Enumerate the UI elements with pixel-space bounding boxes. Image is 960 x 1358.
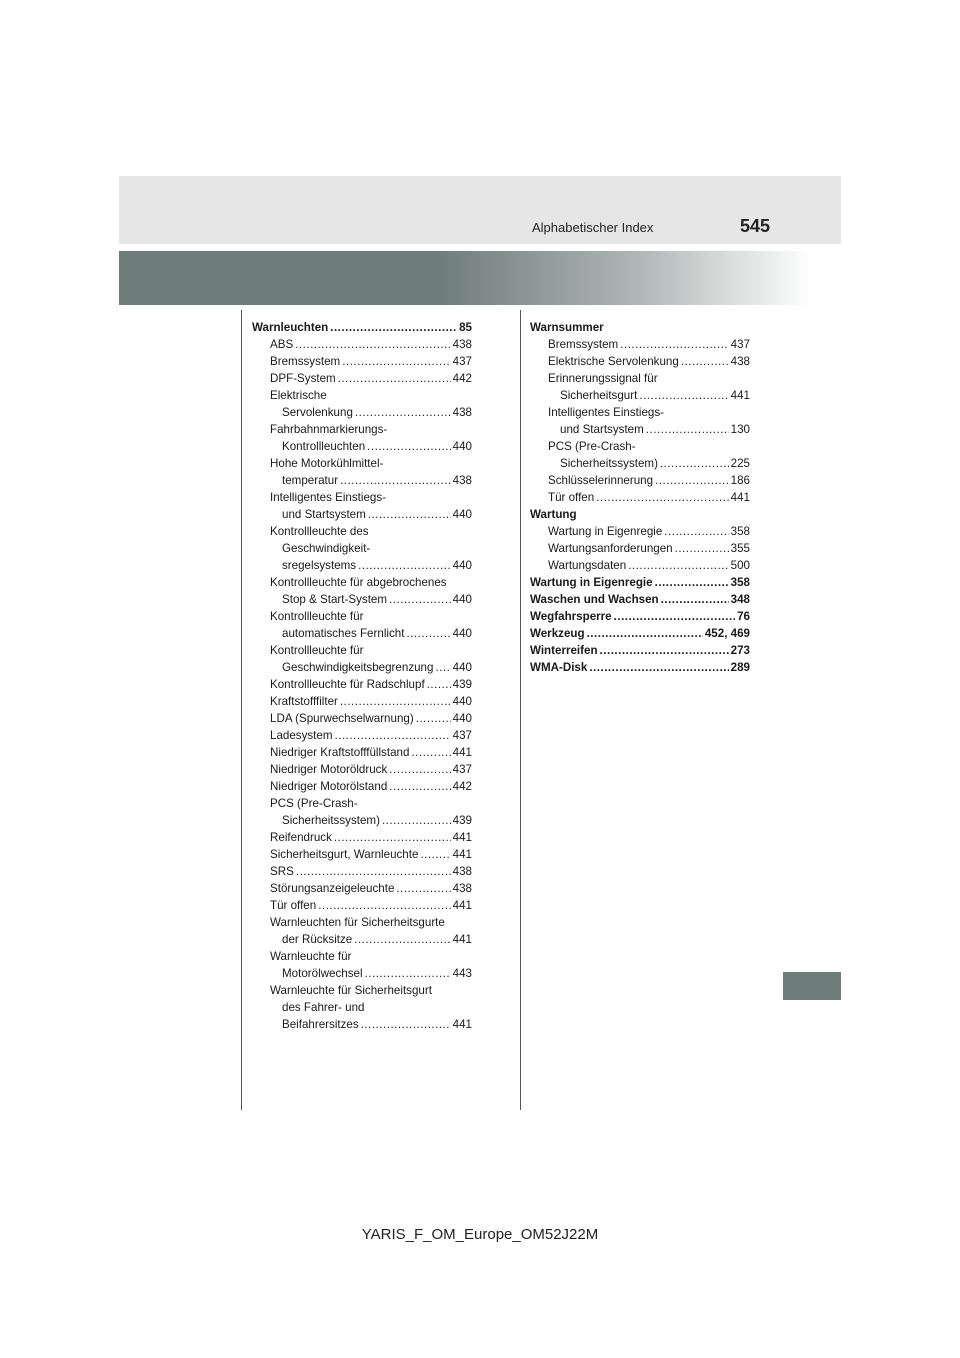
index-entry-leader (389, 761, 450, 778)
index-entry-leader (646, 421, 729, 438)
index-entry-leader (335, 727, 451, 744)
index-entry-page: 438 (452, 338, 472, 351)
index-entry (252, 744, 472, 761)
index-entry-page: 452, 469 (704, 627, 750, 640)
index-entry-term: automatisches Fernlicht (282, 627, 405, 640)
index-entry-term: PCS (Pre-Crash- (548, 440, 636, 453)
index-entry-page: 437 (452, 729, 472, 742)
index-entry-term: SRS (270, 865, 294, 878)
index-entry-leader (365, 965, 451, 982)
index-entry-leader (420, 846, 450, 863)
index-entry-term: Elektrische (270, 389, 327, 402)
index-entry-page: 348 (730, 593, 750, 606)
index-entry (252, 863, 472, 880)
index-entry-term: Sicherheitssystem) (282, 814, 380, 827)
index-entry (252, 676, 472, 693)
index-entry-page: 440 (452, 712, 472, 725)
index-entry-term: Warnsummer (530, 321, 604, 334)
index-entry-page: 273 (730, 644, 750, 657)
index-entry (252, 421, 472, 438)
index-entry-page: 500 (730, 559, 750, 572)
index-entry-term: Bremssystem (548, 338, 619, 351)
index-entry-leader (334, 829, 451, 846)
index-entry (252, 999, 472, 1016)
index-entry (530, 455, 750, 472)
index-entry-term: Geschwindigkeitsbegrenzung (282, 661, 434, 674)
index-entry-leader (435, 659, 450, 676)
index-entry (530, 608, 750, 625)
index-entry (252, 761, 472, 778)
header-gradient-bar (119, 251, 841, 305)
index-entry-page: 438 (452, 865, 472, 878)
column-divider-right (520, 310, 521, 1110)
index-entry-page: 441 (730, 491, 750, 504)
index-entry-term: Erinnerungssignal für (548, 372, 658, 385)
index-column-left (252, 319, 472, 1033)
index-entry-term: Kontrollleuchte für (270, 644, 364, 657)
index-entry-term: Wegfahrsperre (530, 610, 612, 623)
index-entry-page: 437 (452, 355, 472, 368)
index-entry-page: 441 (452, 899, 472, 912)
index-entry (252, 982, 472, 999)
index-entry (252, 336, 472, 353)
index-entry-page: 440 (452, 695, 472, 708)
index-entry (252, 642, 472, 659)
index-entry-leader (614, 608, 735, 625)
index-entry (252, 387, 472, 404)
index-entry-leader (664, 523, 728, 540)
index-entry-page: 441 (452, 831, 472, 844)
index-entry (252, 846, 472, 863)
header-band (119, 176, 841, 244)
index-entry-term: Wartung in Eigenregie (530, 576, 653, 589)
index-entry (530, 353, 750, 370)
index-entry (252, 914, 472, 931)
index-entry (530, 642, 750, 659)
index-entry-term: WMA-Disk (530, 661, 588, 674)
index-entry-page: 441 (730, 389, 750, 402)
index-entry-term: PCS (Pre-Crash- (270, 797, 358, 810)
index-entry (252, 710, 472, 727)
index-entry-leader (427, 676, 451, 693)
index-entry-term: Kontrollleuchte für Radschlupf (270, 678, 425, 691)
index-entry-term: Warnleuchten für Sicherheitsgurte (270, 916, 445, 929)
index-entry-leader (655, 574, 729, 591)
index-entry (530, 387, 750, 404)
index-entry-page: 440 (452, 661, 472, 674)
index-entry-leader (406, 625, 450, 642)
index-entry (252, 472, 472, 489)
index-entry-page: 442 (452, 780, 472, 793)
index-entry-term: DPF-System (270, 372, 336, 385)
column-divider-left (241, 310, 242, 1110)
index-entry-page: 225 (730, 457, 750, 470)
index-entry-leader (620, 336, 728, 353)
index-entry-page: 358 (730, 576, 750, 589)
index-entry-page: 438 (452, 882, 472, 895)
index-entry-leader (358, 557, 451, 574)
index-entry (530, 319, 750, 336)
index-entry (252, 319, 472, 336)
index-entry (530, 506, 750, 523)
index-entry (252, 557, 472, 574)
index-entry-term: Sicherheitsgurt, Warnleuchte (270, 848, 419, 861)
index-entry-term: Sicherheitsgurt (560, 389, 638, 402)
index-entry-page: 358 (730, 525, 750, 538)
section-title: Alphabetischer Index (532, 220, 654, 235)
index-entry-page: 289 (730, 661, 750, 674)
index-entry-leader (661, 591, 729, 608)
index-entry-term: Wartungsanforderungen (548, 542, 673, 555)
index-entry-term: Intelligentes Einstiegs- (270, 491, 386, 504)
index-entry-leader (354, 931, 450, 948)
document-footer: YARIS_F_OM_Europe_OM52J22M (361, 1226, 599, 1243)
index-entry-term: Störungsanzeigeleuchte (270, 882, 395, 895)
index-entry-term: Motorölwechsel (282, 967, 363, 980)
index-entry-page: 438 (452, 474, 472, 487)
index-entry-term: Tür offen (270, 899, 317, 912)
index-entry-term: sregelsystems (282, 559, 357, 572)
index-entry-page: 441 (452, 848, 472, 861)
index-entry (530, 421, 750, 438)
index-entry (252, 506, 472, 523)
index-entry-page: 186 (730, 474, 750, 487)
index-entry-term: des Fahrer- und (282, 1001, 365, 1014)
index-entry-leader (355, 404, 451, 421)
index-entry-term: Schlüsselerinnerung (548, 474, 654, 487)
index-entry (252, 523, 472, 540)
index-entry-term: Wartungsdaten (548, 559, 627, 572)
index-entry (252, 659, 472, 676)
index-entry (530, 557, 750, 574)
index-entry-term: Ladesystem (270, 729, 333, 742)
index-entry-page: 440 (452, 440, 472, 453)
index-entry (252, 574, 472, 591)
index-entry-term: Elektrische Servolenkung (548, 355, 679, 368)
page-number: 545 (740, 216, 771, 236)
index-entry-leader (411, 744, 450, 761)
index-entry-term: Fahrbahnmarkierungs- (270, 423, 388, 436)
index-entry-page: 438 (452, 406, 472, 419)
index-entry-term: ABS (270, 338, 294, 351)
index-entry-leader (295, 336, 450, 353)
index-entry-term: Tür offen (548, 491, 595, 504)
index-entry-leader (675, 540, 729, 557)
index-entry-term: Kontrollleuchten (282, 440, 366, 453)
index-entry-leader (389, 778, 450, 795)
index-entry (252, 404, 472, 421)
index-entry-leader (338, 370, 451, 387)
index-entry-leader (389, 591, 451, 608)
index-entry (530, 625, 750, 642)
index-entry (252, 438, 472, 455)
index-entry-leader (296, 863, 451, 880)
index-entry-leader (596, 489, 728, 506)
index-entry (252, 778, 472, 795)
index-entry (252, 727, 472, 744)
index-entry-page: 438 (730, 355, 750, 368)
index-entry (530, 574, 750, 591)
index-entry-leader (655, 472, 729, 489)
index-entry-term: Wartung in Eigenregie (548, 525, 663, 538)
index-entry-leader (318, 897, 450, 914)
index-entry-term: Stop & Start-System (282, 593, 388, 606)
index-entry (252, 489, 472, 506)
index-entry-page: 85 (459, 321, 472, 334)
index-entry-page: 355 (730, 542, 750, 555)
index-entry-term: Warnleuchte für Sicherheitsgurt (270, 984, 432, 997)
index-entry (252, 608, 472, 625)
index-entry-term: Geschwindigkeit- (282, 542, 371, 555)
index-entry-term: LDA (Spurwechselwarnung) (270, 712, 414, 725)
index-entry-leader (330, 319, 457, 336)
index-entry (252, 829, 472, 846)
index-entry-term: Waschen und Wachsen (530, 593, 659, 606)
index-entry (252, 1016, 472, 1033)
index-entry-leader (416, 710, 451, 727)
index-entry (252, 948, 472, 965)
index-entry-page: 441 (452, 746, 472, 759)
index-entry-leader (681, 353, 729, 370)
index-entry-leader (396, 880, 450, 897)
index-entry (530, 659, 750, 676)
index-entry-page: 441 (452, 933, 472, 946)
index-entry-term: und Startsystem (282, 508, 366, 521)
index-entry-leader (367, 438, 451, 455)
index-entry (252, 455, 472, 472)
index-entry (252, 880, 472, 897)
index-entry-term: Hohe Motorkühlmittel- (270, 457, 384, 470)
index-entry-page: 130 (730, 423, 750, 436)
index-entry (252, 965, 472, 982)
index-entry-leader (340, 472, 451, 489)
index-entry (530, 523, 750, 540)
index-entry-leader (342, 353, 450, 370)
index-entry (252, 812, 472, 829)
index-entry (530, 438, 750, 455)
index-entry-term: Warnleuchten (252, 321, 329, 334)
index-entry-leader (368, 506, 451, 523)
index-entry-page: 440 (452, 559, 472, 572)
index-entry-page: 439 (452, 814, 472, 827)
index-entry-term: temperatur (282, 474, 339, 487)
index-entry-leader (587, 625, 703, 642)
index-entry-term: Reifendruck (270, 831, 332, 844)
index-entry-page: 440 (452, 508, 472, 521)
index-entry (530, 591, 750, 608)
index-entry-page: 439 (452, 678, 472, 691)
index-entry-term: Werkzeug (530, 627, 585, 640)
index-entry (252, 370, 472, 387)
index-entry (530, 336, 750, 353)
index-entry-page: 441 (452, 1018, 472, 1031)
index-entry (530, 472, 750, 489)
index-entry (530, 489, 750, 506)
index-entry-leader (340, 693, 451, 710)
index-entry-term: Warnleuchte für (270, 950, 352, 963)
index-entry-page: 437 (730, 338, 750, 351)
index-entry-term: Niedriger Motoröldruck (270, 763, 388, 776)
index-entry-term: Kontrollleuchte für abgebrochenes (270, 576, 447, 589)
index-entry-leader (628, 557, 728, 574)
index-column-right (530, 319, 750, 676)
index-entry-term: Kraftstofffilter (270, 695, 338, 708)
index-entry-term: Wartung (530, 508, 577, 521)
index-entry (252, 931, 472, 948)
index-entry-page: 440 (452, 627, 472, 640)
index-entry (252, 353, 472, 370)
index-entry-term: Niedriger Kraftstofffüllstand (270, 746, 410, 759)
index-entry-leader (382, 812, 451, 829)
thumb-index-tab (783, 972, 841, 1000)
index-entry (252, 795, 472, 812)
index-entry (530, 540, 750, 557)
index-entry-leader (660, 455, 729, 472)
index-entry-term: Intelligentes Einstiegs- (548, 406, 664, 419)
index-entry-page: 443 (452, 967, 472, 980)
index-entry-page: 440 (452, 593, 472, 606)
index-entry-leader (639, 387, 728, 404)
index-entry-leader (589, 659, 728, 676)
index-entry-leader (361, 1016, 451, 1033)
index-entry (252, 591, 472, 608)
index-entry-term: Kontrollleuchte des (270, 525, 369, 538)
index-entry-page: 437 (452, 763, 472, 776)
index-entry-term: der Rücksitze (282, 933, 353, 946)
index-entry-term: Niedriger Motorölstand (270, 780, 388, 793)
index-entry (252, 625, 472, 642)
index-entry-term: Bremssystem (270, 355, 341, 368)
index-entry-term: Sicherheitssystem) (560, 457, 658, 470)
index-entry-term: und Startsystem (560, 423, 644, 436)
index-entry-page: 442 (452, 372, 472, 385)
index-entry-page: 76 (737, 610, 750, 623)
index-entry (252, 693, 472, 710)
index-entry-term: Beifahrersitzes (282, 1018, 359, 1031)
index-entry-leader (600, 642, 729, 659)
index-entry-term: Kontrollleuchte für (270, 610, 364, 623)
index-entry-term: Servolenkung (282, 406, 353, 419)
index-entry (252, 897, 472, 914)
index-entry (530, 404, 750, 421)
index-entry-term: Winterreifen (530, 644, 598, 657)
index-entry (252, 540, 472, 557)
index-entry (530, 370, 750, 387)
